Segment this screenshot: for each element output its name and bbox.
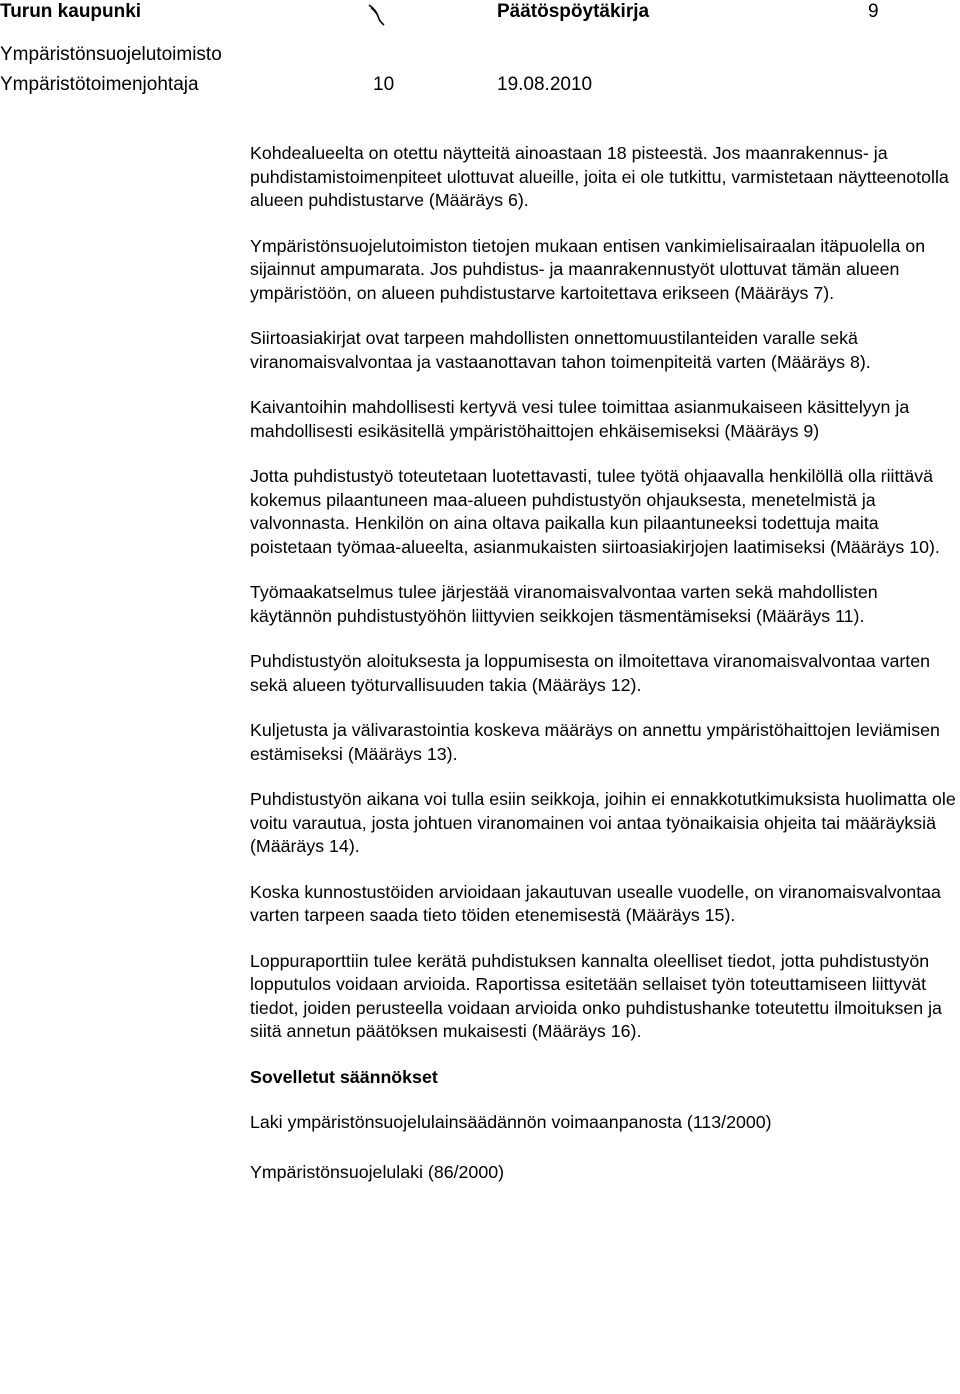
paragraph: Jotta puhdistustyö toteutetaan luotettavasti, tulee työtä ohjaavalla henkilöllä olla riittävä kokemus pilaantuneen maa-alueen puhdistustyön ohjauksesta, menetelmistä ja valvonnasta. Henkilön on aina oltava paikalla kun pilaantuneeksi todettuja maita poistetaan työmaa-alueelta, asianmukaisten siirtoasiakirjojen laatimiseksi (Määräys 10). xyxy=(250,466,940,557)
document-type: Päätöspöytäkirja xyxy=(497,1,650,22)
section-heading-applied-rules: Sovelletut säännökset xyxy=(250,1066,438,1087)
city-crest-icon-graphic xyxy=(366,4,386,26)
legal-reference: Laki ympäristönsuojelulainsäädännön voimaanpanosta (113/2000) xyxy=(250,1112,772,1132)
paragraph: Kaivantoihin mahdollisesti kertyvä vesi tulee toimittaa asianmukaiseen käsittelyyn ja mahdollisesti esikäsitellä ympäristöhaittojen ehkäisemiseksi (Määräys 9) xyxy=(250,397,910,441)
paragraph: Koska kunnostustöiden arvioidaan jakautuvan usealle vuodelle, on viranomaisvalvontaa varten tarpeen saada tieto töiden etenemisestä (Määräys 15). xyxy=(250,881,941,925)
paragraph: Siirtoasiakirjat ovat tarpeen mahdollisten onnettomuustilanteiden varalle sekä viranomaisvalvontaa ja vastaanottavan tahon toimenpiteitä varten (Määräys 8). xyxy=(250,328,871,372)
city-name: Turun kaupunki xyxy=(0,1,142,22)
document-body xyxy=(250,142,956,1210)
paragraph: Puhdistustyön aikana voi tulla esiin seikkoja, joihin ei ennakkotutkimuksista huolimatta ole voitu varautua, josta johtuen viranomainen voi antaa työnaikaisia ohjeita tai määräyksiä (Määräys 14). xyxy=(250,789,956,856)
paragraph: Kuljetusta ja välivarastointia koskeva määräys on annettu ympäristöhaittojen leviämisen estämiseksi (Määräys 13). xyxy=(250,720,940,764)
paragraph: Ympäristönsuojelutoimiston tietojen mukaan entisen vankimielisairaalan itäpuolella on sijainnut ampumarata. Jos puhdistus- ja maanrakennustyöt ulottuvat tämän alueen ympäristöön, on alueen puhdistustarve kartoitettava erikseen (Määräys 7). xyxy=(250,235,926,303)
city-crest-icon xyxy=(366,4,386,26)
organization-name: Ympäristönsuojelutoimisto xyxy=(0,44,222,65)
paragraph: Puhdistustyön aloituksesta ja loppumisesta on ilmoitettava viranomaisvalvontaa varten sekä alueen työturvallisuuden takia (Määräys 12). xyxy=(250,651,931,695)
paragraph: Työmaakatselmus tulee järjestää viranomaisvalvontaa varten sekä mahdollisten käytännön puhdistustyöhön liittyvien seikkojen täsmentämiseksi (Määräys 11). xyxy=(250,582,878,626)
legal-reference: Ympäristönsuojelulaki (86/2000) xyxy=(250,1161,505,1182)
paragraph: Loppuraporttiin tulee kerätä puhdistuksen kannalta oleelliset tiedot, jotta puhdistustyön lopputulos voidaan arvioida. Raportissa esitetään sellaiset työn toteuttamiseen liittyvät tiedot, joiden perusteella voidaan arvioida onko puhdistushanke toteutettu ilmoituksen ja siitä annetun päätöksen mukaisesti (Määräys 16). xyxy=(250,950,942,1041)
meeting-date: 19.08.2010 xyxy=(497,74,593,95)
page-number: 9 xyxy=(868,1,879,22)
decision-maker: Ympäristötoimenjohtaja xyxy=(0,74,199,95)
paragraph: Kohdealueelta on otettu näytteitä ainoastaan 18 pisteestä. Jos maanrakennus- ja puhdistamistoimenpiteet ulottuvat alueille, joita ei ole tutkittu, varmistetaan näytteenotolla alueen puhdistustarve (Määräys 6). xyxy=(250,143,949,210)
section-number: 10 xyxy=(373,74,395,95)
